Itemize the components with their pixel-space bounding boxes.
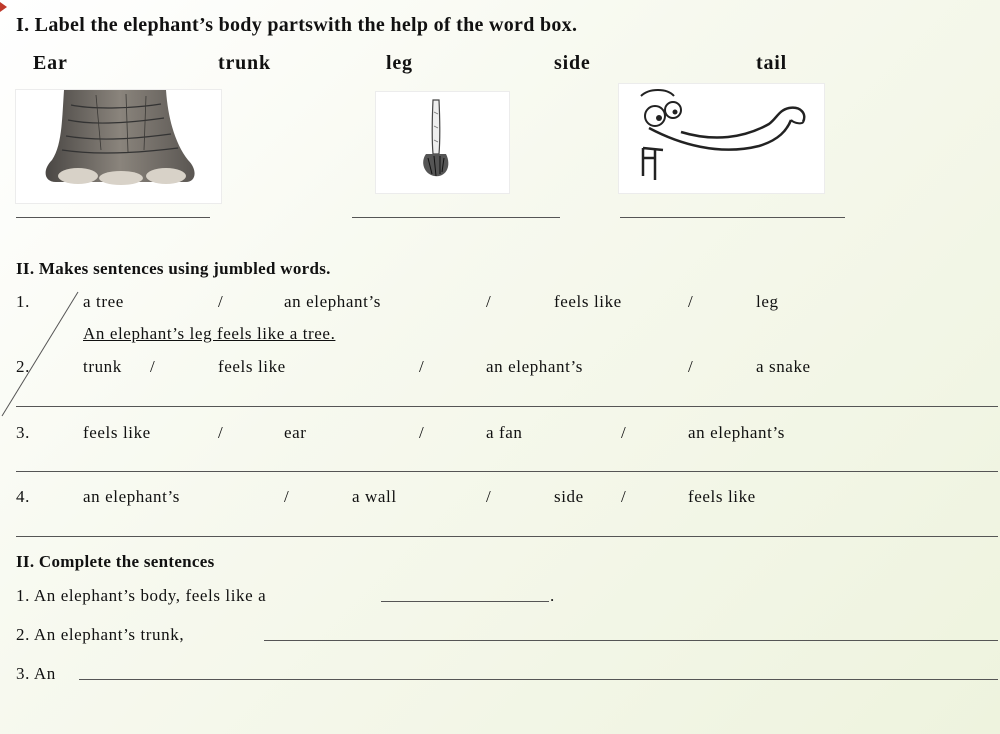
item1-sep-2: /: [486, 292, 492, 311]
sentence3-blank[interactable]: [79, 679, 998, 680]
item1-number: 1.: [16, 292, 30, 311]
item2-answer-line[interactable]: [16, 406, 998, 407]
item2-word-4: a snake: [756, 357, 811, 376]
item3-number: 3.: [16, 423, 30, 442]
cartoon-elephant-head-image: [618, 83, 825, 194]
item4-word-4: feels like: [688, 487, 756, 506]
section3-title: II. Complete the sentences: [16, 552, 215, 571]
word-box-trunk: trunk: [218, 52, 271, 74]
sentence2-blank[interactable]: [264, 640, 998, 641]
section1-title: I. Label the elephant’s body partswith the help of the word box.: [16, 14, 578, 36]
item4-word-1: an elephant’s: [83, 487, 181, 506]
answer-line-image-2[interactable]: [352, 217, 560, 218]
word-box-leg: leg: [386, 52, 413, 74]
item1-sep-1: /: [218, 292, 224, 311]
item3-word-1: feels like: [83, 423, 151, 442]
answer-line-image-1[interactable]: [16, 217, 210, 218]
decorative-diagonal-line: [0, 290, 80, 420]
item4-word-3: side: [554, 487, 584, 506]
sentence1-period: .: [550, 586, 555, 605]
item3-sep-3: /: [621, 423, 627, 442]
item1-example-answer: An elephant’s leg feels like a tree.: [83, 324, 336, 343]
item3-word-4: an elephant’s: [688, 423, 786, 442]
item2-sep-1: /: [150, 357, 156, 376]
item1-word-3: feels like: [554, 292, 622, 311]
item4-answer-line[interactable]: [16, 536, 998, 537]
elephant-foot-image: [15, 89, 222, 204]
item3-word-3: a fan: [486, 423, 523, 442]
word-box-ear: Ear: [33, 52, 68, 74]
sentence2-text: 2. An elephant’s trunk,: [16, 625, 185, 644]
item2-word-2: feels like: [218, 357, 286, 376]
item4-word-2: a wall: [352, 487, 397, 506]
answer-line-image-3[interactable]: [620, 217, 845, 218]
item4-sep-2: /: [486, 487, 492, 506]
item3-answer-line[interactable]: [16, 471, 998, 472]
item2-sep-3: /: [688, 357, 694, 376]
sentence1-blank[interactable]: [381, 601, 549, 602]
item1-word-4: leg: [756, 292, 779, 311]
item2-number: 2.: [16, 357, 30, 376]
item4-sep-3: /: [621, 487, 627, 506]
item1-sep-3: /: [688, 292, 694, 311]
item3-word-2: ear: [284, 423, 307, 442]
item1-word-2: an elephant’s: [284, 292, 382, 311]
item3-sep-1: /: [218, 423, 224, 442]
section2-title: II. Makes sentences using jumbled words.: [16, 259, 331, 278]
elephant-tail-image: [375, 91, 510, 194]
sentence1-text: 1. An elephant’s body, feels like a: [16, 586, 267, 605]
word-box-side: side: [554, 52, 591, 74]
item4-sep-1: /: [284, 487, 290, 506]
item2-word-3: an elephant’s: [486, 357, 584, 376]
item4-number: 4.: [16, 487, 30, 506]
item1-word-1: a tree: [83, 292, 124, 311]
item2-sep-2: /: [419, 357, 425, 376]
slide-marker-icon: [0, 0, 8, 14]
sentence3-text: 3. An: [16, 664, 56, 683]
word-box-tail: tail: [756, 52, 787, 74]
item3-sep-2: /: [419, 423, 425, 442]
item2-word-1: trunk: [83, 357, 122, 376]
